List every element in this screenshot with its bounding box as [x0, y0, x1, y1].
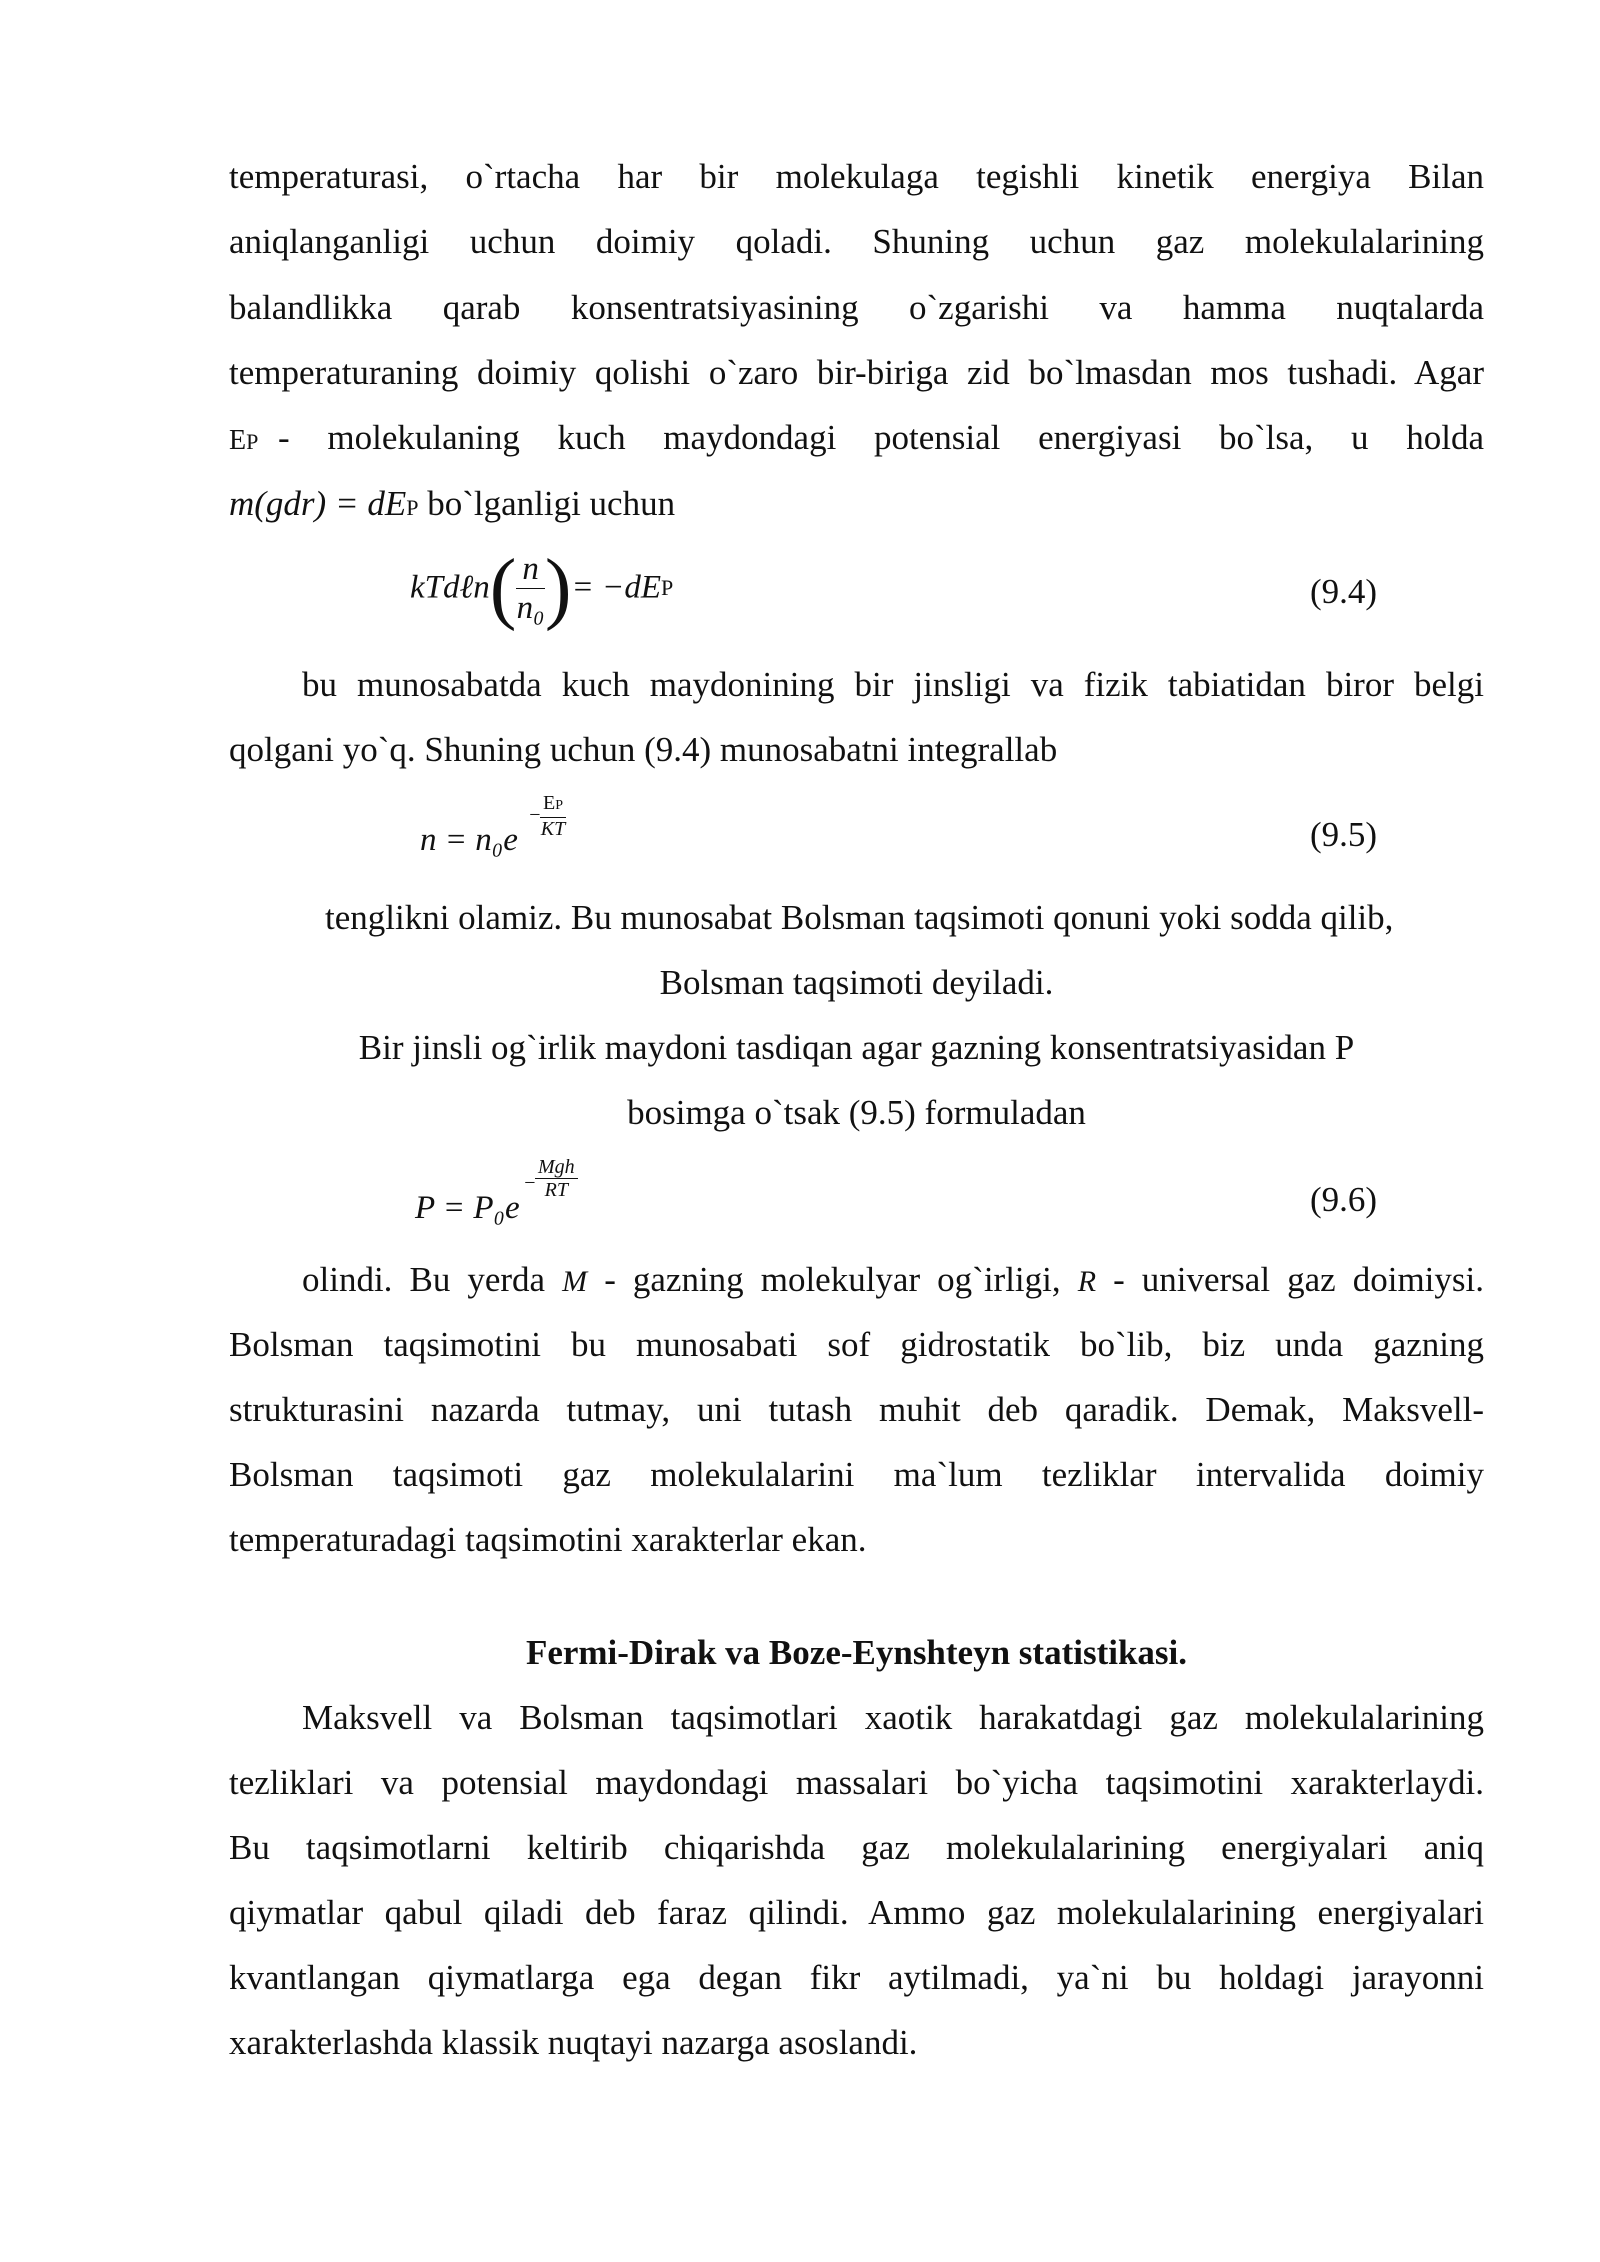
text-line: temperaturadagi taqsimotini xarakterlar ekan. [229, 1520, 867, 1559]
equation-lhs: P = P₀e [415, 1190, 520, 1226]
text-line: Bu taqsimotlarni keltirib chiqarishda gaz molekulalarining energiyalari aniq [229, 1828, 1484, 1867]
equation-number: (9.4) [1310, 572, 1378, 611]
text-line: Bolsman taqsimotini bu munosabati sof gidrostatik bo`lib, biz unda gazning [229, 1325, 1484, 1364]
text-line: Bir jinsli og`irlik maydoni tasdiqan agar gazning konsentratsiyasidan P [358, 1028, 1355, 1067]
equation-subscript: P [660, 575, 674, 600]
text-line: xarakterlashda klassik nuqtayi nazarga asoslandi. [229, 2023, 918, 2062]
text-line: qolgani yo`q. Shuning uchun (9.4) munosabatni integrallab [229, 730, 1058, 769]
symbol-e: E [229, 425, 247, 456]
section-heading: Fermi-Dirak va Boze-Eynshteyn statistikasi. [525, 1633, 1188, 1672]
text-line: Bolsman taqsimoti deyiladi. [659, 963, 1054, 1002]
text-fragment: bo`lganligi uchun [418, 484, 676, 523]
equation-rhs: = −dE [571, 569, 661, 606]
symbol-subscript: P [246, 429, 259, 454]
text-line: strukturasini nazarda tutmay, uni tutash muhit deb qaradik. Demak, Maksvell- [229, 1390, 1484, 1429]
inline-math: m(gdr) = dE [229, 484, 407, 523]
text-line: balandlikka qarab konsentratsiyasining o`zgarishi va hamma nuqtalarda [229, 288, 1484, 327]
text-line: temperaturaning doimiy qolishi o`zaro bir-biriga zid bo`lmasdan mos tushadi. Agar [229, 353, 1484, 392]
text-line: bosimga o`tsak (9.5) formuladan [627, 1093, 1086, 1132]
exponent-numerator: EP [540, 792, 566, 818]
equation-lhs: kTdℓn [410, 569, 490, 606]
exponent-denominator: KT [540, 818, 566, 840]
exponent-sign: − [523, 1172, 537, 1194]
math-subscript: P [406, 495, 419, 520]
text-line: qiymatlar qabul qiladi deb faraz qilindi. Ammo gaz molekulalarining energiyalari [229, 1893, 1484, 1932]
text-line-with-math: olindi. Bu yerda M - gazning molekulyar og`irligi, R - universal gaz doimiysi. [302, 1260, 1484, 1299]
equation-9-6 [415, 1152, 615, 1232]
text-line: - molekulaning kuch maydondagi potensial energiyasi bo`lsa, u holda [278, 418, 1484, 457]
text-line: Bolsman taqsimoti gaz molekulalarini ma`lum tezliklar intervalida doimiy [229, 1455, 1484, 1494]
text-line: bu munosabatda kuch maydonining bir jinsligi va fizik tabiatidan biror belgi [302, 665, 1484, 704]
numerator: n [516, 550, 545, 589]
text-line: kvantlangan qiymatlarga ega degan fikr aytilmadi, ya`ni bu holdagi jarayonni [229, 1958, 1484, 1997]
text-line: temperaturasi, o`rtacha har bir molekulaga tegishli kinetik energiya Bilan [229, 157, 1484, 196]
text-line: tezliklari va potensial maydondagi massalari bo`yicha taqsimotini xarakterlaydi. [229, 1763, 1484, 1802]
exponent-fraction [535, 1156, 578, 1201]
symbol-r: R [1077, 1265, 1097, 1298]
text-line-with-math [229, 484, 1484, 528]
text-line: Maksvell va Bolsman taqsimotlari xaotik harakatdagi gaz molekulalarining [302, 1698, 1484, 1737]
denominator: n₀ [516, 589, 545, 626]
exponent-numerator: Mgh [535, 1156, 578, 1179]
exponent-sign: − [528, 804, 542, 826]
equation-9-5 [420, 782, 600, 862]
text-line: tenglikni olamiz. Bu munosabat Bolsman taqsimoti qonuni yoki sodda qilib, [325, 898, 1394, 937]
equation-number: (9.6) [1310, 1180, 1378, 1219]
equation-lhs: n = n₀e [420, 822, 518, 858]
fraction [516, 550, 545, 627]
text-line: aniqlanganligi uchun doimiy qoladi. Shuning uchun gaz molekulalarining [229, 222, 1484, 261]
exponent-fraction [540, 792, 566, 840]
symbol-m: M [562, 1265, 588, 1298]
equation-number: (9.5) [1310, 815, 1378, 854]
exponent-denominator: RT [544, 1179, 568, 1201]
equation-9-4: kTdℓn( $\frac{n}{\text{n₀}}$ )= −dEP [410, 544, 674, 632]
